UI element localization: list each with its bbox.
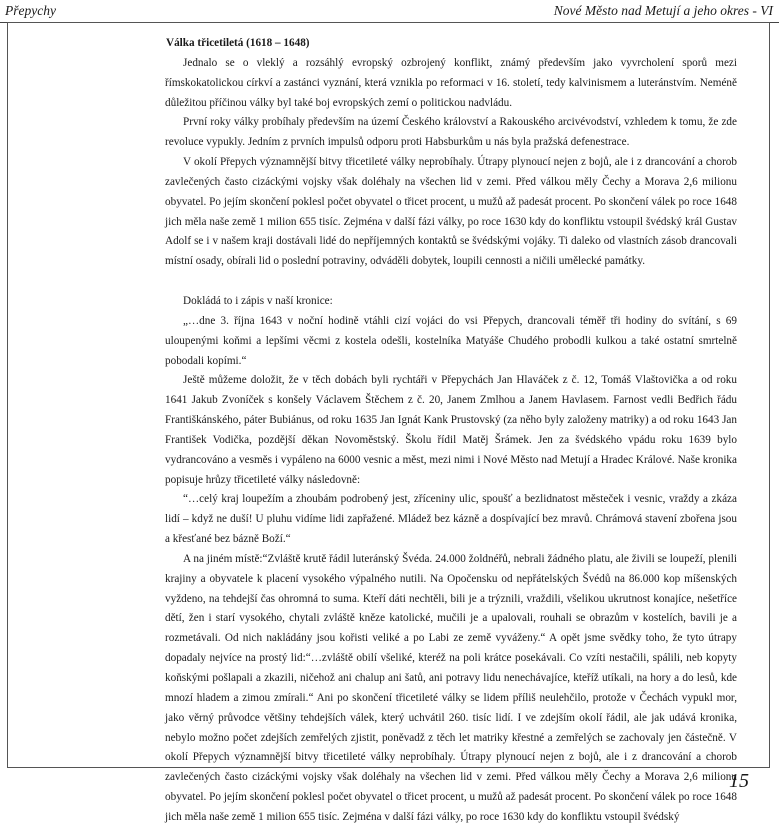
header-book-title: Nové Město nad Metují a jeho okres - VI: [553, 3, 773, 18]
page-number: 15: [729, 770, 749, 792]
paragraph: A na jiném místě:“Zvláště krutě řádil luteránský Švéda. 24.000 žoldnéřů, nebrali žádného platu, ale živili se loupeží, plenili krajiny a obyvatele k placení vysokého výpalného nutili. Na Opočensku od nepřátelských Švédů na 86.000 kop míšenských vyždeno, na tehdejší čas ohromná to suma. Kteří dáti nechtěli, bili je a trýznili, vraždili, všelikou ukrutnost konajíce, nešetříce dětí, žen i starí vysokého, chytali zvláště kněze katolické, mučili je a upalovali, rouhali se obrazům v kostelích, bavili je a rozmetávali. Od nich nakládány jsou kořisti veliké a po Labi ze země vyváženy.“ A opět jsme svědky toho, že tyto útrapy dopadaly nejvíce na prostý lid:“…zvláště obilí všeliké, kteréž na poli krátce posekávali. Co vzíti nestačili, spálili, neb kopyty koňskými pošlapali a zkazili, ničehož ani chalup ani šatů, ani potravy lidu nenechávajíce, kteříž utíkali, na hory a do lesů, kde mnozí hladem a zimou zmírali.“ Ani po skončení třicetileté války se lidem příliš neulehčilo, protože v Čechách vypukl mor, jako věrný průvodce většiny tehdejších válek, který uchvátil 260. tisíc lidí. I ve zdejším okolí řádil, ale jak udává kronika, nebylo možno počet zdejších zemřelých zjistit, poněvadž z těch let matriky křestné a zemřelých se zachovaly jen částečně. V okolí Přepych významnější bitvy třicetileté války neprobíhaly. Útrapy plynoucí nejen z bojů, ale i z drancování a chorob zavlečených často cizáckými vojsky však doléhaly na všechen lid v zemi. Před válkou měly Čechy a Morava 2,6 milionu obyvatel. Po jejím skončení poklesl počet obyvatel o třicet procent, u mužů až padesát procent. Po skončení válek po roce 1648 jich měla naše země 1 milion 655 tisíc. Zejména v další fázi války, po roce 1630 kdy do konfliktu vstoupil švédský: [165, 552, 737, 823]
paragraph: První roky války probíhaly především na území Českého království a Rakouského arcivévodství, vzhledem k tomu, že zde revoluce vypukly. Jedním z prvních impulsů odporu proti Habsburkům u nás byla pražská defenestrace.: [165, 116, 737, 149]
paragraph-gap: [165, 272, 737, 292]
header-section-title: Přepychy: [5, 3, 56, 18]
running-header: [0, 0, 779, 23]
chronicle-quote: “…celý kraj loupežím a zhoubám podrobený jest, zříceniny ulic, spoušť a bezlidnatost městeček i vesnic, vraždy a zkáza lidí – když ne duší! U pluhu vidíme lidi zapřažené. Mládež bez kázně a dospívající bez mravů. Chrámová stavení zbořena jsou a křesťané bez bázně Boží.“: [165, 493, 737, 546]
paragraph: V okolí Přepych významnější bitvy třicetileté války neprobíhaly. Útrapy plynoucí nejen z bojů, ale i z drancování a chorob zavlečených často cizáckými vojsky však doléhaly na všechen lid v zemi. Před válkou měly Čechy a Morava 2,6 milionu obyvatel. Po jejím skončení poklesl počet obyvatel o třicet procent, u mužů až padesát procent. Po skončení válek po roce 1648 jich měla naše země 1 milion 655 tisíc. Zejména v další fázi války, po roce 1630 kdy do konfliktu vstoupil švédský král Gustav Adolf se i v našem kraji dostávali lidé do nepříjemných kontaktů se švédskými vojáky. Ti daleko od vlastních zásob drancovali místní osady, obírali lid o poslední potraviny, odváděli dobytek, loupili cennosti a ničili umělecké památky.: [165, 156, 737, 268]
article-body: [165, 34, 737, 828]
paragraph: Jednalo se o vleklý a rozsáhlý evropský ozbrojený konflikt, známý především jako vyvrcholení sporů mezi římskokatolickou církví a zastánci vyznání, která vznikla po reformaci v 16. století, tedy kalvinismem a luteránstvím. Neméně důležitou příčinou války byl také boj evropských zemí o politickou nadvládu.: [165, 56, 737, 109]
paragraph: Dokládá to i zápis v naší kronice:: [183, 294, 333, 307]
article-title: Válka třicetiletá (1618 – 1648): [166, 37, 310, 49]
paragraph: Ještě můžeme doložit, že v těch dobách byli rychtáři v Přepychách Jan Hlaváček z č. 12, Tomáš Vlaštovička a od roku 1641 Jakub Zvoníček s konšely Václavem Štěchem z č. 20, Janem Zmlhou a Janem Havlasem. Farnost vedli Bedřich řádu Františkánského, páter Bubiánus, od roku 1635 Jan Ignát Kank Prustovský (za něho byly založeny matriky) a od roku 1643 Jan František Vodička, pozdější děkan Novoměstský. Školu řídil Matěj Šrámek. Jen za švédského vpádu roku 1639 bylo vydrancováno a vesměs i vypáleno na 6000 vesnic a měst, mezi nimi i Nové Město nad Metují a Hradec Králové. Naše kronika popisuje hrůzy třicetileté války následovně:: [165, 374, 737, 486]
chronicle-quote: „…dne 3. října 1643 v noční hodině vtáhli cizí vojáci do vsi Přepych, drancovali téměř tři hodiny do svítání, s 69 uloupenými koňmi a lepšími věcmi z kostela odešli, kostelníka Matyáše Chudého probodli kulkou a také ostatní smrtelně pobodali kopími.“: [165, 314, 737, 367]
